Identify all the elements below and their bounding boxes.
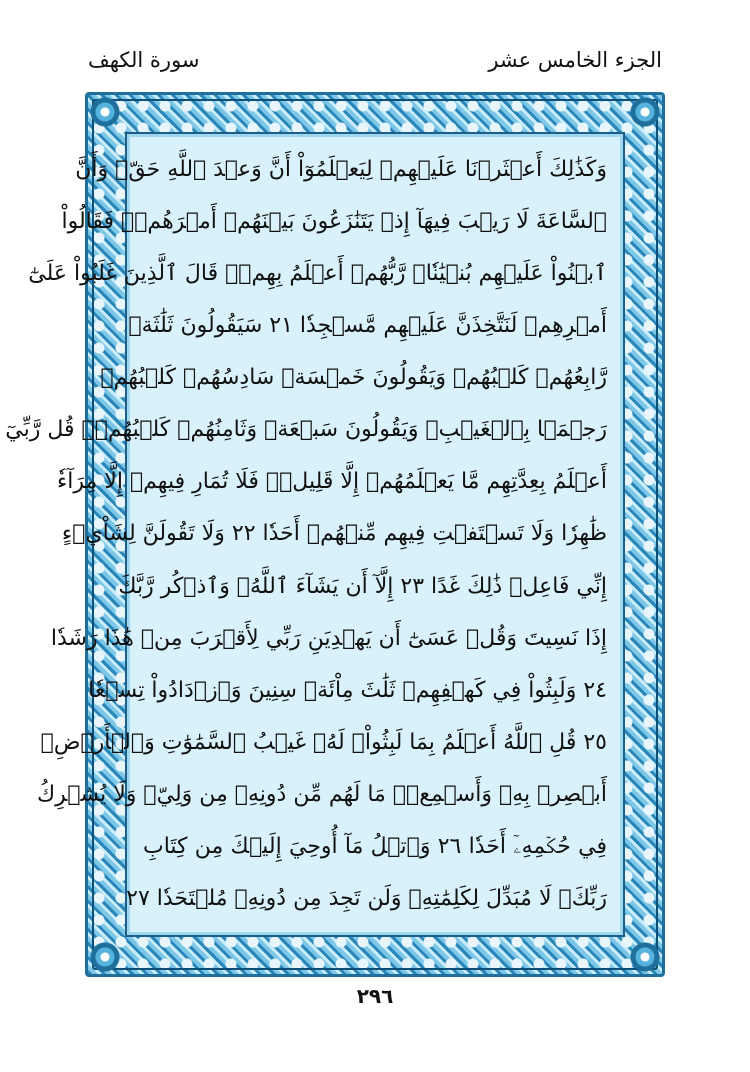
- verse-lines: [5, 146, 607, 923]
- corner-ornament-icon: [630, 942, 660, 972]
- verse-line: ٱلسَّاعَةَ لَا رَيۡبَ فِيهَآ إِذۡ يَتَنَٰزَعُونَ بَيۡنَهُمۡ أَمۡرَهُمۡۖ فَقَالُواْ: [61, 209, 607, 235]
- ornamental-frame: [5, 92, 665, 977]
- juz-title: الجزء الخامس عشر: [488, 48, 662, 72]
- verse-line: إِذَا نَسِيتَ وَقُلۡ عَسَىٰٓ أَن يَهۡدِيَنِ رَبِّي لِأَقۡرَبَ مِنۡ هَٰذَا رَشَدٗا: [50, 625, 607, 651]
- verse-line: إِنِّي فَاعِلٞ ذَٰلِكَ غَدًا ٢٣ إِلَّآ أَن يَشَآءَ ٱللَّهُۚ وَٱذۡكُر رَّبَّكَ: [118, 573, 607, 599]
- page-number: ٢٩٦: [356, 984, 394, 1008]
- verse-line: أَبۡصِرۡ بِهِۦ وَأَسۡمِعۡۚ مَا لَهُم مِّن دُونِهِۦ مِن وَلِيّٖ وَلَا يُشۡرِكُ: [37, 781, 607, 807]
- verse-line: وَكَذَٰلِكَ أَعۡثَرۡنَا عَلَيۡهِمۡ لِيَعۡلَمُوٓاْ أَنَّ وَعۡدَ ٱللَّهِ حَقّٞ وَأَنَّ: [75, 157, 607, 182]
- verse-line: رَّابِعُهُمۡ كَلۡبُهُمۡ وَيَقُولُونَ خَمۡسَةٞ سَادِسُهُمۡ كَلۡبُهُمۡ: [100, 365, 607, 391]
- corner-ornament-icon: [630, 97, 660, 127]
- verse-line: ظَٰهِرٗا وَلَا تَسۡتَفۡتِ فِيهِم مِّنۡهُمۡ أَحَدٗا ٢٢ وَلَا تَقُولَنَّ لِشَاْيۡءٍ: [61, 521, 607, 547]
- verse-line: أَعۡلَمُ بِعِدَّتِهِم مَّا يَعۡلَمُهُمۡ إِلَّا قَلِيلٞۗ فَلَا تُمَارِ فِيهِمۡ إِلَّا مِرَآءٗ: [56, 469, 607, 495]
- verse-line: ٢٥ قُلِ ٱللَّهُ أَعۡلَمُ بِمَا لَبِثُواْۖ لَهُۥ غَيۡبُ ٱلسَّمَٰوَٰتِ وَٱلۡأَرۡضِۖ: [40, 729, 607, 755]
- verse-line: أَمۡرِهِمۡ لَنَتَّخِذَنَّ عَلَيۡهِم مَّسۡجِدٗا ٢١ سَيَقُولُونَ ثَلَٰثَةٞ: [128, 313, 607, 339]
- verse-line: ٢٤ وَلَبِثُواْ فِي كَهۡفِهِمۡ ثَلَٰثَ مِاْئَةٖ سِنِينَ وَٱزۡدَادُواْ تِسۡعٗا: [88, 677, 607, 703]
- corner-ornament-icon: [90, 942, 120, 972]
- page-header: [88, 48, 662, 88]
- text-panel: [5, 132, 625, 937]
- verse-line: رَبِّكَۖ لَا مُبَدِّلَ لِكَلِمَٰتِهِۦ وَلَن تَجِدَ مِن دُونِهِۦ مُلۡتَحَدٗا ٢٧: [126, 885, 607, 911]
- verse-line: رَجۡمَۢا بِٱلۡغَيۡبِۖ وَيَقُولُونَ سَبۡعَةٞ وَثَامِنُهُمۡ كَلۡبُهُمۡۚ قُل رَّبِّيٓ: [5, 417, 607, 443]
- surah-title: سورة الكهف: [88, 48, 200, 72]
- verse-line: فِي حُكۡمِهِۦٓ أَحَدٗا ٢٦ وَٱتۡلُ مَآ أُوحِيَ إِلَيۡكَ مِن كِتَابِ: [143, 833, 607, 859]
- corner-ornament-icon: [90, 97, 120, 127]
- verse-line: ٱبۡنُواْ عَلَيۡهِم بُنۡيَٰنٗاۖ رَّبُّهُمۡ أَعۡلَمُ بِهِمۡۚ قَالَ ٱلَّذِينَ غَلَبُواْ عَلَىٰٓ: [28, 261, 607, 287]
